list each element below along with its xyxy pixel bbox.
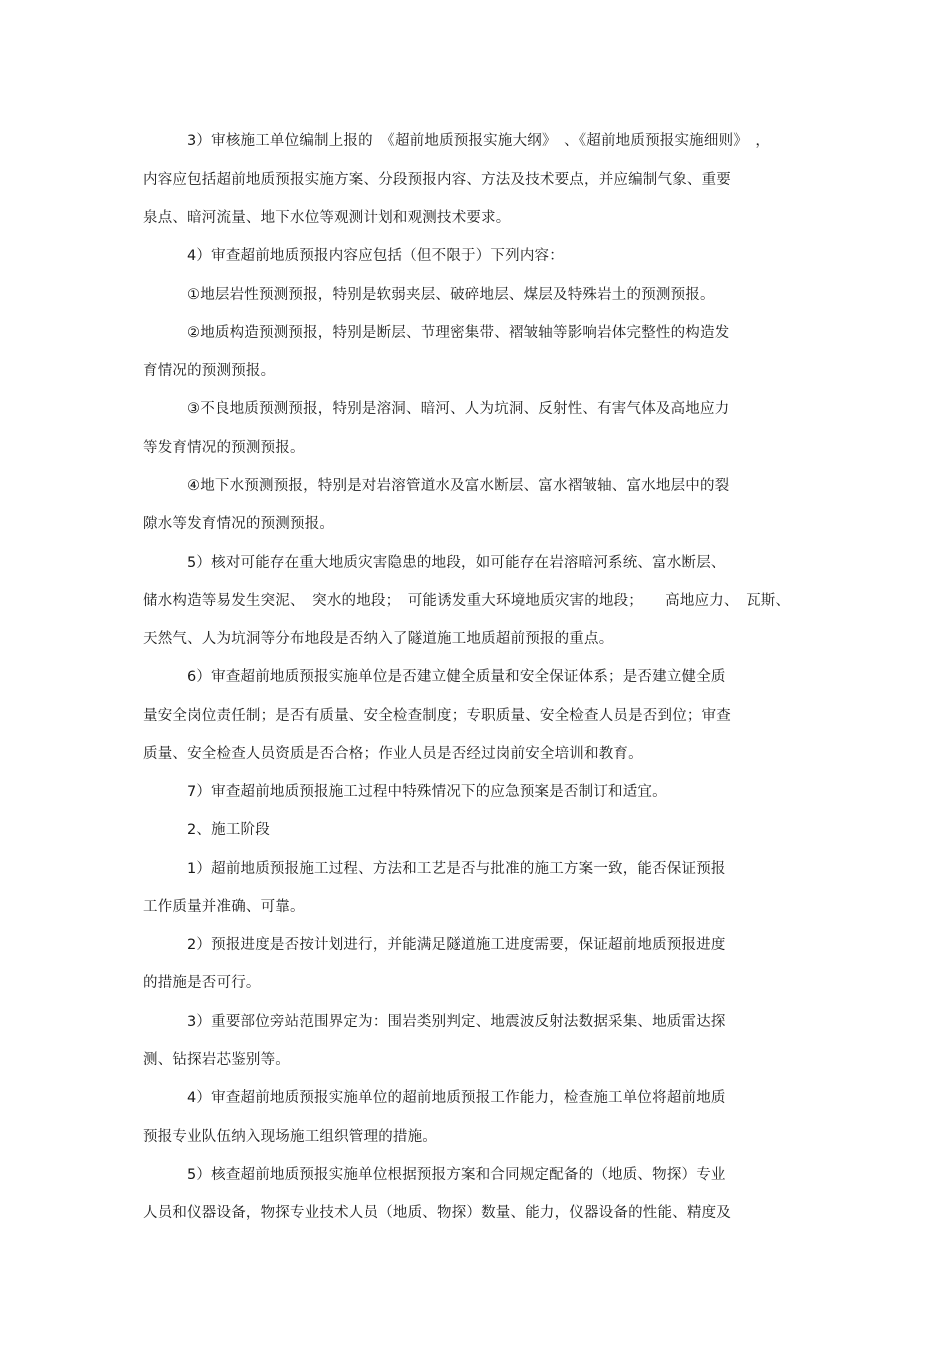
text-line: 3）审核施工单位编制上报的 《超前地质预报实施大纲》 、《超前地质预报实施细则》 ， xyxy=(187,133,771,149)
section-heading: 2、施工阶段 xyxy=(187,822,270,838)
text-line: 育情况的预测预报。 xyxy=(143,363,276,379)
text-line: 6）审查超前地质预报实施单位是否建立健全质量和安全保证体系；是否建立健全质 xyxy=(187,669,726,685)
text-line: 7）审查超前地质预报施工过程中特殊情况下的应急预案是否制订和适宜。 xyxy=(187,784,667,800)
text-line: ④地下水预测预报，特别是对岩溶管道水及富水断层、富水褶皱轴、富水地层中的裂 xyxy=(187,478,730,494)
text-line: 4）审查超前地质预报内容应包括（但不限于）下列内容： xyxy=(187,248,564,264)
text-line: 内容应包括超前地质预报实施方案、分段预报内容、方法及技术要点，并应编制气象、重要 xyxy=(143,172,731,188)
text-line: 预报专业队伍纳入现场施工组织管理的措施。 xyxy=(143,1129,437,1145)
text-line: 4）审查超前地质预报实施单位的超前地质预报工作能力，检查施工单位将超前地质 xyxy=(187,1090,726,1106)
text-line: 天然气、人为坑洞等分布地段是否纳入了隧道施工地质超前预报的重点。 xyxy=(143,631,614,647)
text-line: ③不良地质预测预报，特别是溶洞、暗河、人为坑洞、反射性、有害气体及高地应力 xyxy=(187,401,730,417)
text-line: 量安全岗位责任制；是否有质量、安全检查制度；专职质量、安全检查人员是否到位；审查 xyxy=(143,708,731,724)
text-line: 5）核对可能存在重大地质灾害隐患的地段，如可能存在岩溶暗河系统、富水断层、 xyxy=(187,555,726,571)
text-line: 1）超前地质预报施工过程、方法和工艺是否与批准的施工方案一致，能否保证预报 xyxy=(187,861,726,877)
text-line: 5）核查超前地质预报实施单位根据预报方案和合同规定配备的（地质、物探）专业 xyxy=(187,1167,726,1183)
text-line: 人员和仪器设备，物探专业技术人员（地质、物探）数量、能力，仪器设备的性能、精度及 xyxy=(143,1205,731,1221)
text-line: 等发育情况的预测预报。 xyxy=(143,440,305,456)
text-line: 工作质量并准确、可靠。 xyxy=(143,899,305,915)
text-line: 2）预报进度是否按计划进行，并能满足隧道施工进度需要，保证超前地质预报进度 xyxy=(187,937,726,953)
text-line: 的措施是否可行。 xyxy=(143,975,261,991)
text-line: ①地层岩性预测预报，特别是软弱夹层、破碎地层、煤层及特殊岩土的预测预报。 xyxy=(187,287,715,303)
text-line: 泉点、暗河流量、地下水位等观测计划和观测技术要求。 xyxy=(143,210,511,226)
text-line: 测、钻探岩芯鉴别等。 xyxy=(143,1052,290,1068)
text-line: 储水构造等易发生突泥、 突水的地段； 可能诱发重大环境地质灾害的地段； 高地应力、 瓦斯、 xyxy=(143,593,791,609)
text-line: 质量、安全检查人员资质是否合格；作业人员是否经过岗前安全培训和教育。 xyxy=(143,746,643,762)
text-line: 3）重要部位旁站范围界定为：围岩类别判定、地震波反射法数据采集、地质雷达探 xyxy=(187,1014,726,1030)
text-line: 隙水等发育情况的预测预报。 xyxy=(143,516,335,532)
text-line: ②地质构造预测预报，特别是断层、节理密集带、褶皱轴等影响岩体完整性的构造发 xyxy=(187,325,730,341)
